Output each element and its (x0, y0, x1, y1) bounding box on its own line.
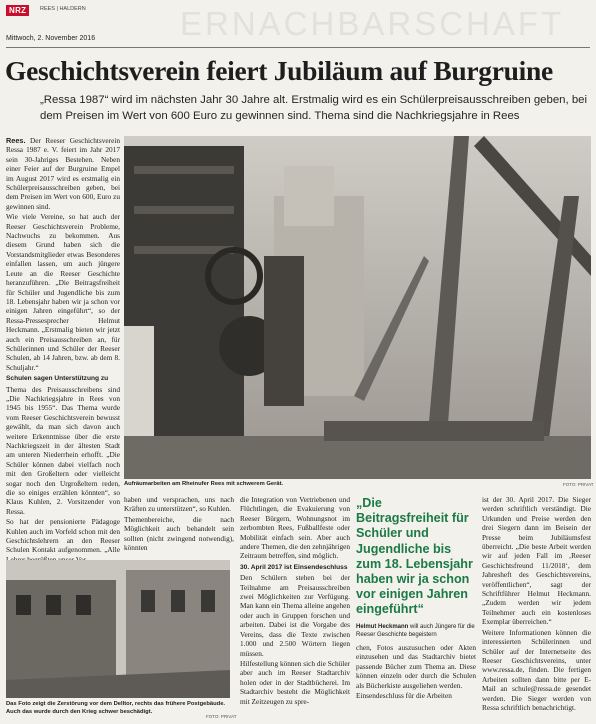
pull-quote: „Die Beitragsfreiheit für Schüler und Jugendliche bis zum 18. Lebensjahr haben wir ja schon vor einigen Jahren eingeführt“ (356, 496, 473, 617)
article-headline: Geschichtsverein feiert Jubiläum auf Burgruine (5, 55, 553, 86)
paragraph: So hat der pensionierte Pädagoge Kuhlen auch im Vorfeld schon mit den Geschichtslehrern an den Reeser Schulen Kontakt aufgenommen. „Alle (6, 517, 120, 555)
text-column-2 (124, 495, 234, 553)
issue-date: Mittwoch, 2. November 2016 (6, 35, 96, 42)
paragraph: haben und versprachen, uns nach Kräften zu unterstützen“, so Kuhlen. (124, 495, 234, 514)
text-column-5 (482, 495, 591, 713)
article-subhead: „Ressa 1987“ wird im nächsten Jahr 30 Jahre alt. Erstmalig wird es ein Schülerpreisausschreiben geben, bei dem Preisen im Wert von 600 Euro zu gewinnen sind. Thema sind die Nachkriegsjahre in Rees (40, 94, 588, 122)
section-watermark: ERNACHBARSCHAFT (180, 5, 565, 42)
paragraph: die Integration von Vertriebenen und Flüchtlingen, die Evakuierung von Reeser Bürgern, Wohnungsnot im zerbombten Rees, Fußballfeste oder Mobilität einfach sein. Aber auch andere Themen, die den zehnjährigen Zeitraum betreffen, sind möglich. (240, 495, 350, 561)
secondary-photo (6, 560, 230, 698)
main-photo (124, 136, 591, 479)
edition-label: REES | HALDERN (40, 6, 86, 12)
paragraph: ist der 30. April 2017. Die Sieger werden schriftlich verständigt. Die Urkunden und Preise werden den drei Siegern dann im Beisein der Presse beim Jubiläumsfest überreicht. „Die beste Arbeit werden wir auf jeden Fall im ‚Reeser Geschichtsfreund 11/2018‘, dem Jahresheft des Geschichtsvereins, veröffentlichen“, sagt der Schriftführer Helmut Heckmann. „Zudem werden wir jedem Teilnehmer auch ein kostenloses Exemplar überreichen.“ (482, 495, 591, 627)
paragraph: Weitere Informationen können die interessierten Schülerinnen und Schüler auf der Internetseite des Reeser Geschichtsvereins, unter www.ressa.de, finden. Die fertigen Arbeiten sollten dann bitte per E-Mail an schule@ressa.de gesendet werden. Die Sieger werden von Ressa schriftlich benachrichtigt. (482, 627, 591, 712)
main-photo-credit: FOTO: PRIVAT (563, 482, 594, 487)
paragraph: chen, Fotos auszusuchen oder Akten einzusehen und das Stadtarchiv bietet passende Bücher zum Thema an. Diese können einzeln oder durch die Schulen als Bücherkiste ausgeliehen werden. (356, 643, 476, 690)
newspaper-logo: NRZ (6, 5, 29, 16)
paragraph: Einsendeschluss für die Arbeiten (356, 691, 452, 701)
paragraph: Der Reeser Geschichtsverein Ressa 1987 e. V. feiert im Jahr 2017 sein 30-Jahriges Bestehen. Neben einer Feier auf der Burgruine Empel im August 2017 wird es erstmalig ein Schülerpreisausschreiben geben, bei dem Preisen im Wert von 600, Euro zu gewinnen sind. (6, 136, 121, 211)
paragraph: Den Schülern stehen bei der Teilnahme am Preisausschreiben zwei Möglichkeiten zur Verfügung. Man kann ein Thema alleine angehen oder auch in Gruppen forschen und arbeiten. Dabei ist die Vorgabe des Vereins, dass die Texte zwischen 1.000 und 2.500 Wörtern liegen müssen. (240, 573, 350, 658)
text-column-4 (356, 643, 476, 701)
secondary-photo-caption: Das Foto zeigt die Zerstörung vor dem Delltor, rechts das frühere Postgebäude. Auch das wurde durch den Krieg schwer beschädigt. (6, 701, 226, 715)
pull-quote-source (356, 624, 476, 639)
section-subheading: 30. April 2017 ist Einsendeschluss (240, 563, 348, 571)
section-subheading: Schulen sagen Unterstützung zu (6, 375, 109, 383)
paragraph: Hilfestellung können sich die Schüler aber auch im Reeser Stadtarchiv holen oder in der Stadtbücherei. Im Stadtarchiv besteht die Möglichkeit mit Zeitzeugen zu spre- (240, 658, 350, 706)
main-photo-caption: Aufräumarbeiten am Rheinufer Rees mit schwerem Gerät. (124, 481, 284, 487)
header-rule (6, 47, 590, 48)
text-column-1 (6, 136, 120, 565)
secondary-photo-illustration (6, 560, 230, 698)
pull-quote-author: Helmut Heckmann (356, 624, 409, 630)
paragraph: Themenbereiche, die nach Möglichkeit auch behandelt sein sollten (nicht zwingend notwendig), könnten (124, 514, 234, 553)
text-column-3 (240, 495, 350, 707)
secondary-photo-credit: FOTO: PRIVAT (206, 714, 237, 719)
paragraph: Wie viele Vereine, so hat auch der Reeser Geschichtsverein Probleme, Nachwuchs zu bekommen. Aus diesem Grund haben sich die Vorstandsmitglieder etwas Besonderes einfallen lassen, um auch jüngere Leute an die Reeser Geschichte heranzuführen. „Die Beitragsfreiheit für Schüler und Jugendliche bis zum 18. Lebensjahr haben wir ja schon vor einigen Jahren eingeführt“, so der Ressa-Pressesprecher Helmut Heckmann. „Erstmalig bieten wir jetzt auch ein Preisausschreiben an, für Schülerinnen und Schüler der Reeser Schulen, ab 14 Jahren, bzw. ab dem 8. Schuljahr.“ (6, 212, 120, 372)
main-photo-illustration (124, 136, 591, 479)
pull-quote-author-note: will auch Jüngere für die Reeser Geschichte begeistern (356, 624, 475, 638)
dateline: Rees. (6, 136, 26, 145)
paragraph: Thema des Preisausschreibens sind „Die Nachkriegsjahre in Rees von 1945 bis 1955“. Das Thema wurde vom Reeser Geschichtsverein bewusst gewählt, da man sich davon auch weitere Erkenntnisse über die erste Nachkriegszeit in der ältesten Stadt am unteren Niederrhein erhofft. „Die Schüler können dabei vielfach noch mit den Großeltern oder vielleicht sogar noch den Urgroßeltern reden, die so einiges erzählen könnten“, so Klaus Kuhlen, 2. Vorsitzender von Ressa. (6, 384, 120, 516)
